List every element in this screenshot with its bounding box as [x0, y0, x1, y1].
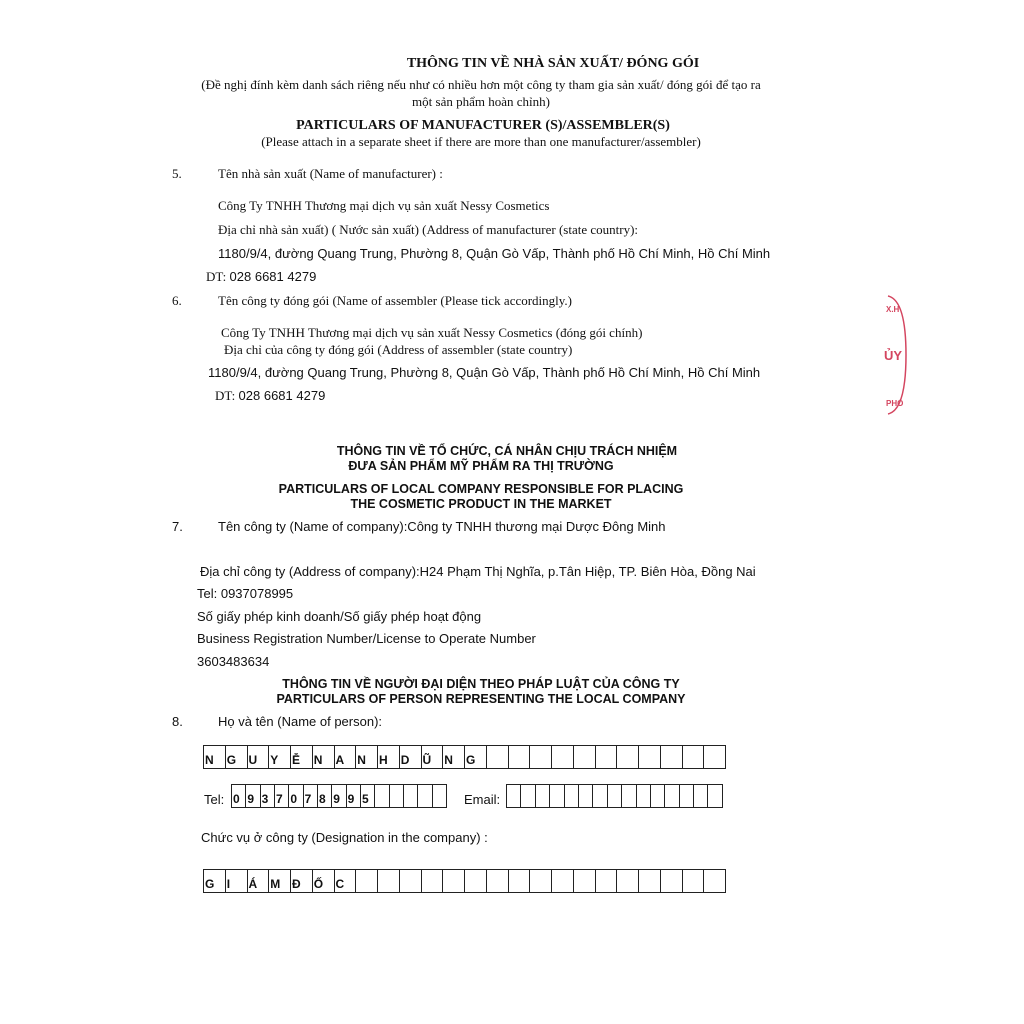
email-grid[interactable] [506, 784, 723, 808]
tel-char-cell[interactable] [375, 785, 389, 807]
tel-label: Tel: [204, 792, 225, 807]
item5-label: Tên nhà sản xuất (Name of manufacturer) : [218, 166, 443, 181]
name-grid[interactable] [203, 745, 726, 769]
item5-phone: 028 6681 4279 [229, 269, 317, 284]
name-char-cell[interactable]: Ễ [291, 746, 313, 768]
name-char-cell[interactable] [683, 746, 705, 768]
item7-license-en: Business Registration Number/License to Operate Number [197, 631, 536, 646]
item5-number: 5. [172, 166, 182, 181]
designation-char-cell[interactable]: Đ [291, 870, 313, 892]
designation-char-cell[interactable] [422, 870, 444, 892]
name-char-cell[interactable]: Y [269, 746, 291, 768]
designation-char-cell[interactable] [356, 870, 378, 892]
email-char-cell[interactable] [637, 785, 651, 807]
tel-char-cell[interactable] [390, 785, 404, 807]
designation-char-cell[interactable] [704, 870, 726, 892]
tel-char-cell[interactable]: 9 [347, 785, 361, 807]
name-char-cell[interactable]: U [248, 746, 270, 768]
name-char-cell[interactable] [639, 746, 661, 768]
item6-address: 1180/9/4, đường Quang Trung, Phường 8, Quận Gò Vấp, Thành phố Hồ Chí Minh, Hồ Chí Minh [208, 365, 761, 380]
email-char-cell[interactable] [521, 785, 535, 807]
designation-char-cell[interactable]: G [204, 870, 226, 892]
item5-address: 1180/9/4, đường Quang Trung, Phường 8, Quận Gò Vấp, Thành phố Hồ Chí Minh, Hồ Chí Minh [218, 246, 771, 261]
item6-number: 6. [172, 293, 182, 308]
item8-name-label: Họ và tên (Name of person): [218, 714, 383, 729]
designation-char-cell[interactable] [530, 870, 552, 892]
email-char-cell[interactable] [608, 785, 622, 807]
email-char-cell[interactable] [593, 785, 607, 807]
manufacturer-title-vi: THÔNG TIN VỀ NHÀ SẢN XUẤT/ ĐÓNG GÓI [406, 56, 700, 71]
tel-char-cell[interactable] [418, 785, 432, 807]
designation-char-cell[interactable] [683, 870, 705, 892]
tel-char-cell[interactable]: 9 [246, 785, 260, 807]
item6-phone-label: DT: [215, 388, 236, 403]
designation-char-cell[interactable] [378, 870, 400, 892]
email-char-cell[interactable] [680, 785, 694, 807]
name-char-cell[interactable] [661, 746, 683, 768]
tel-char-cell[interactable]: 0 [232, 785, 246, 807]
name-char-cell[interactable]: D [400, 746, 422, 768]
stamp-fragment [884, 292, 908, 418]
item6-phone-line [215, 388, 325, 404]
item7-license-number: 3603483634 [197, 654, 270, 669]
designation-char-cell[interactable] [552, 870, 574, 892]
local-title-en-2: THE COSMETIC PRODUCT IN THE MARKET [350, 497, 612, 511]
email-label: Email: [464, 792, 501, 807]
manufacturer-title-en: PARTICULARS OF MANUFACTURER (S)/ASSEMBLER(S) [296, 118, 670, 133]
name-char-cell[interactable]: A [335, 746, 357, 768]
name-char-cell[interactable]: G [465, 746, 487, 768]
tel-char-cell[interactable]: 5 [361, 785, 375, 807]
email-char-cell[interactable] [651, 785, 665, 807]
designation-char-cell[interactable]: M [269, 870, 291, 892]
person-title-en: PARTICULARS OF PERSON REPRESENTING THE LOCAL COMPANY [276, 692, 686, 706]
tel-char-cell[interactable]: 3 [261, 785, 275, 807]
name-char-cell[interactable] [704, 746, 726, 768]
local-title-vi-2: ĐƯA SẢN PHẨM MỸ PHẨM RA THỊ TRƯỜNG [348, 459, 614, 473]
manufacturer-note-vi-1: (Đề nghị đính kèm danh sách riêng nếu như có nhiều hơn một công ty tham gia sản xuất/ đóng gói để tạo ra [201, 77, 761, 92]
item5-phone-label: DT: [206, 269, 227, 284]
name-char-cell[interactable] [596, 746, 618, 768]
email-char-cell[interactable] [622, 785, 636, 807]
manufacturer-note-vi-2: một sản phẩm hoàn chỉnh) [412, 94, 550, 109]
item7-address: Địa chỉ công ty (Address of company):H24 Phạm Thị Nghĩa, p.Tân Hiệp, TP. Biên Hòa, Đồng Nai [200, 564, 756, 579]
designation-char-cell[interactable] [639, 870, 661, 892]
item5-phone-line [206, 269, 316, 285]
designation-char-cell[interactable] [465, 870, 487, 892]
item7-company: Tên công ty (Name of company):Công ty TNHH thương mại Dược Đông Minh [218, 519, 666, 534]
item6-company: Công Ty TNHH Thương mại dịch vụ sản xuất Nessy Cosmetics (đóng gói chính) [221, 325, 643, 340]
designation-char-cell[interactable] [443, 870, 465, 892]
name-char-cell[interactable]: Ũ [422, 746, 444, 768]
tel-char-cell[interactable]: 9 [332, 785, 346, 807]
item7-tel: Tel: 0937078995 [197, 586, 294, 601]
name-char-cell[interactable]: H [378, 746, 400, 768]
email-char-cell[interactable] [507, 785, 521, 807]
item5-address-label: Địa chỉ nhà sản xuất) ( Nước sản xuất) (Address of manufacturer (state country): [218, 222, 639, 237]
designation-char-cell[interactable]: I [226, 870, 248, 892]
designation-char-cell[interactable]: Ố [313, 870, 335, 892]
designation-char-cell[interactable]: Á [248, 870, 270, 892]
email-char-cell[interactable] [708, 785, 722, 807]
tel-char-cell[interactable] [433, 785, 447, 807]
stamp-text-3: PHÓ [886, 399, 904, 408]
tel-char-cell[interactable]: 7 [304, 785, 318, 807]
stamp-text-1: X.H [886, 305, 900, 314]
designation-char-cell[interactable] [661, 870, 683, 892]
local-title-vi-1: THÔNG TIN VỀ TỔ CHỨC, CÁ NHÂN CHỊU TRÁCH NHIỆM [336, 444, 678, 458]
tel-grid[interactable] [231, 784, 447, 808]
designation-char-cell[interactable] [487, 870, 509, 892]
item6-phone: 028 6681 4279 [238, 388, 326, 403]
designation-char-cell[interactable]: C [335, 870, 357, 892]
person-title-vi: THÔNG TIN VỀ NGƯỜI ĐẠI DIỆN THEO PHÁP LUẬT CỦA CÔNG TY [282, 677, 680, 691]
tel-char-cell[interactable]: 0 [289, 785, 303, 807]
designation-char-cell[interactable] [617, 870, 639, 892]
item6-address-label: Địa chỉ của công ty đóng gói (Address of assembler (state country) [224, 342, 573, 357]
item6-label: Tên công ty đóng gói (Name of assembler (Please tick accordingly.) [218, 293, 573, 308]
name-char-cell[interactable]: G [226, 746, 248, 768]
email-char-cell[interactable] [536, 785, 550, 807]
tel-char-cell[interactable] [404, 785, 418, 807]
stamp-text-2: ỦY [884, 348, 903, 363]
email-char-cell[interactable] [550, 785, 564, 807]
item8-number: 8. [172, 714, 183, 729]
email-char-cell[interactable] [565, 785, 579, 807]
designation-char-cell[interactable] [509, 870, 531, 892]
designation-grid[interactable] [203, 869, 726, 893]
item7-license-vi: Số giấy phép kinh doanh/Số giấy phép hoạt động [197, 609, 482, 624]
local-title-en-1: PARTICULARS OF LOCAL COMPANY RESPONSIBLE FOR PLACING [278, 482, 684, 496]
name-char-cell[interactable] [509, 746, 531, 768]
name-char-cell[interactable] [617, 746, 639, 768]
manufacturer-note-en: (Please attach in a separate sheet if there are more than one manufacturer/assembler) [261, 134, 701, 149]
email-char-cell[interactable] [694, 785, 708, 807]
name-char-cell[interactable]: N [204, 746, 226, 768]
designation-label: Chức vụ ở công ty (Designation in the company) : [201, 830, 488, 845]
name-char-cell[interactable]: N [443, 746, 465, 768]
name-char-cell[interactable] [552, 746, 574, 768]
designation-char-cell[interactable] [574, 870, 596, 892]
item5-company: Công Ty TNHH Thương mại dịch vụ sản xuất Nessy Cosmetics [218, 198, 550, 213]
name-char-cell[interactable] [487, 746, 509, 768]
tel-char-cell[interactable]: 7 [275, 785, 289, 807]
item7-number: 7. [172, 519, 183, 534]
email-char-cell[interactable] [579, 785, 593, 807]
designation-char-cell[interactable] [400, 870, 422, 892]
email-char-cell[interactable] [665, 785, 679, 807]
tel-char-cell[interactable]: 8 [318, 785, 332, 807]
name-char-cell[interactable] [574, 746, 596, 768]
name-char-cell[interactable]: N [313, 746, 335, 768]
designation-char-cell[interactable] [596, 870, 618, 892]
name-char-cell[interactable]: N [356, 746, 378, 768]
name-char-cell[interactable] [530, 746, 552, 768]
